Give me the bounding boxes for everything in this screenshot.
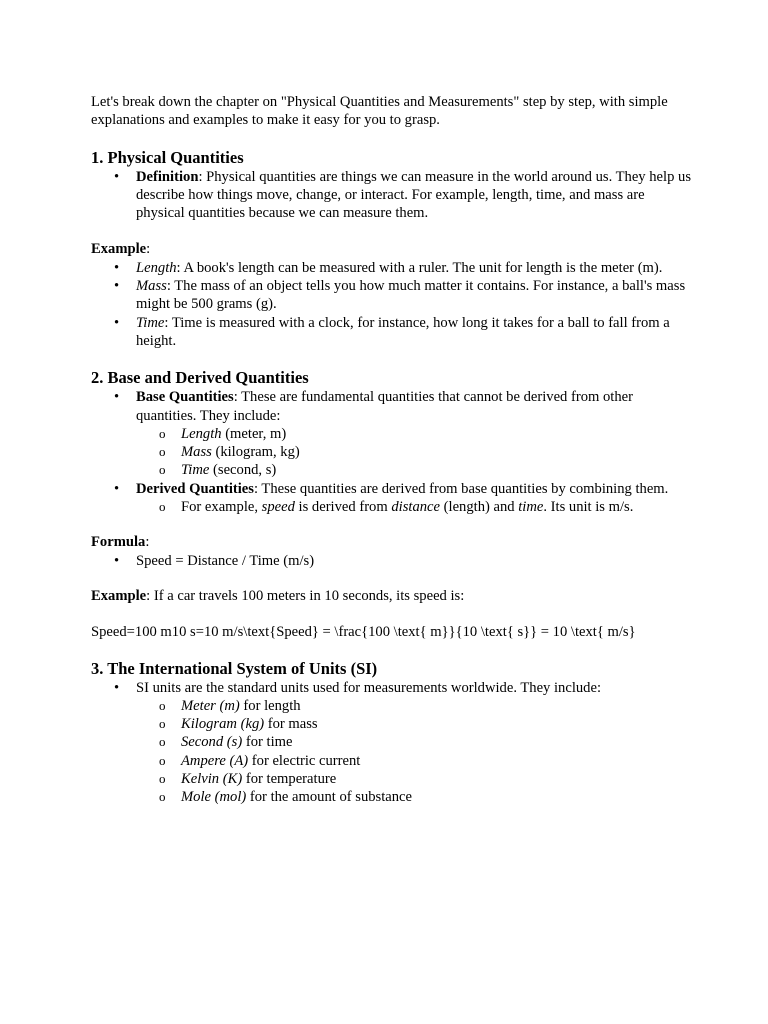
list-item-derived-quantities: • Derived Quantities: These quantities are derived from base quantities by combining them. o For example, speed is derived from distance (length) and time. Its unit is m/s. bbox=[91, 480, 691, 517]
speed-equation: Speed=100 m10 s=10 m/s\text{Speed} = \frac{100 \text{ m}}{10 \text{ s}} = 10 \text{ m/s} bbox=[91, 624, 636, 641]
example-list bbox=[91, 259, 691, 350]
base-quantities-sublist bbox=[136, 425, 691, 480]
list-item bbox=[91, 168, 691, 223]
section-heading-base-derived: 2. Base and Derived Quantities bbox=[91, 368, 309, 388]
document-page bbox=[91, 93, 691, 807]
section-heading-si-units: 3. The International System of Units (SI) bbox=[91, 658, 378, 678]
list-item: • Time: Time is measured with a clock, for instance, how long it takes for a ball to fall from a height. bbox=[91, 314, 691, 351]
section-heading-physical-quantities: 1. Physical Quantities bbox=[91, 147, 244, 167]
sublist-item: o Second (s) for time bbox=[136, 733, 691, 751]
definition-list bbox=[91, 168, 691, 223]
sublist-item: o Kelvin (K) for temperature bbox=[136, 770, 691, 788]
formula-list bbox=[91, 552, 691, 570]
sublist-item: o Length (meter, m) bbox=[136, 425, 691, 443]
sublist-item: o Time (second, s) bbox=[136, 461, 691, 479]
list-item: • Speed = Distance / Time (m/s) bbox=[91, 552, 691, 570]
formula-label: Formula: bbox=[91, 534, 150, 551]
sublist-item: o Meter (m) for length bbox=[136, 697, 691, 715]
list-item: • Length: A book's length can be measured with a ruler. The unit for length is the meter (m). bbox=[91, 259, 691, 277]
sublist-item: o Mass (kilogram, kg) bbox=[136, 443, 691, 461]
example-paragraph: Example: If a car travels 100 meters in 10 seconds, its speed is: bbox=[91, 587, 465, 604]
list-item: • Mass: The mass of an object tells you how much matter it contains. For instance, a ball's mass might be 500 grams (g). bbox=[91, 277, 691, 314]
intro-paragraph: Let's break down the chapter on "Physical Quantities and Measurements" step by step, with simple explanations and examples to make it easy for you to grasp. bbox=[91, 94, 668, 129]
example-label: Example: bbox=[91, 241, 151, 258]
quantities-list bbox=[91, 388, 691, 516]
derived-quantities-sublist bbox=[136, 498, 691, 516]
si-units-sublist bbox=[136, 697, 691, 807]
definition-term: Definition bbox=[136, 168, 199, 185]
si-list bbox=[91, 679, 691, 807]
list-item: • SI units are the standard units used for measurements worldwide. They include: o Meter (m) for length o Kilogram (kg) for mass o Second (s) for time o Ampere (A) for electric current o Kelvin (K) for temperature o Mole (mol) for the amount of substance bbox=[91, 679, 691, 807]
sublist-item: o Mole (mol) for the amount of substance bbox=[136, 788, 691, 806]
sublist-item: o Kilogram (kg) for mass bbox=[136, 715, 691, 733]
sublist-item: o Ampere (A) for electric current bbox=[136, 752, 691, 770]
definition-text: : Physical quantities are things we can measure in the world around us. They help us describe how things move, change, or interact. For example, length, time, and mass are physical quantities because we can measure them. bbox=[136, 168, 691, 222]
list-item-base-quantities: • Base Quantities: These are fundamental quantities that cannot be derived from other quantities. They include: o Length (meter, m) o Mass (kilogram, kg) o Time (second, s) bbox=[91, 388, 691, 479]
sublist-item: o For example, speed is derived from distance (length) and time. Its unit is m/s. bbox=[136, 498, 691, 516]
